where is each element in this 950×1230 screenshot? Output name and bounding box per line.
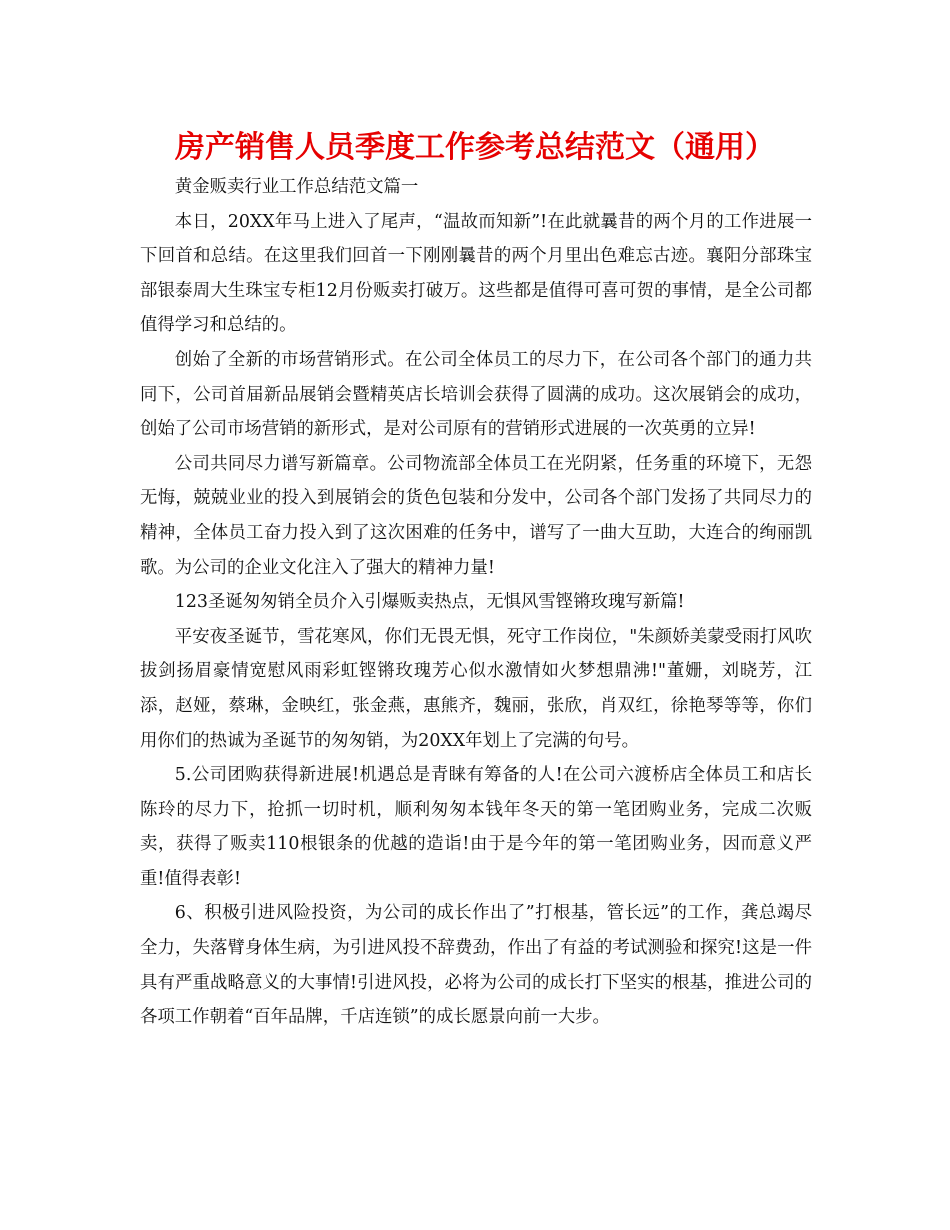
paragraph: 本日，20XX年马上进入了尾声，“温故而知新”!在此就曩昔的两个月的工作进展一下回首和总结。在这里我们回首一下刚刚曩昔的两个月里出色难忘古迹。襄阳分部珠宝部银泰周大生珠宝专柜12月份贩卖打破万。这些都是值得可喜可贺的事情，是全公司都值得学习和总结的。 [140,211,812,336]
document-body [140,170,812,1035]
paragraph: 公司共同尽力谱写新篇章。公司物流部全体员工在光阴紧，任务重的环境下，无怨无悔，兢兢业业的投入到展销会的货色包装和分发中，公司各个部门发扬了共同尽力的精神，全体员工奋力投入到了这次困难的任务中，谱写了一曲大互助，大连合的绚丽凯歌。为公司的企业文化注入了强大的精神力量! [140,453,812,578]
paragraph: 5.公司团购获得新进展!机遇总是青睐有筹备的人!在公司六渡桥店全体员工和店长陈玲的尽力下，抢抓一切时机，顺利匆匆本钱年冬天的第一笔团购业务，完成二次贩卖，获得了贩卖110根银条的优越的造诣!由于是今年的第一笔团购业务，因而意义严重!值得表彰! [140,765,812,889]
paragraph: 平安夜圣诞节，雪花寒风，你们无畏无惧，死守工作岗位，"朱颜娇美蒙受雨打风吹拔剑扬眉豪情宽慰风雨彩虹铿锵玫瑰芳心似水激情如火梦想鼎沸!"董姗，刘晓芳，江添，赵娅，蔡琳，金映红，张金燕，惠熊齐，魏丽，张欣，肖双红，徐艳琴等等，你们用你们的热诚为圣诞节的匆匆销，为20XX年划上了完满的句号。 [140,626,812,751]
paragraph: 6、积极引进风险投资，为公司的成长作出了”打根基，管长远”的工作，龚总竭尽全力，失落臂身体生病，为引进风投不辞费劲，作出了有益的考试测验和探究!这是一件具有严重战略意义的大事情!引进风投，必将为公司的成长打下坚实的根基，推进公司的各项工作朝着“百年品牌，千店连锁”的成长愿景向前一大步。 [140,903,812,1028]
document-title: 房产销售人员季度工作参考总结范文（通用） [175,130,775,165]
paragraph: 创始了全新的市场营销形式。在公司全体员工的尽力下，在公司各个部门的通力共同下，公司首届新品展销会暨精英店长培训会获得了圆满的成功。这次展销会的成功，创始了公司市场营销的新形式，是对公司原有的营销形式进展的一次英勇的立异! [140,349,812,440]
section-heading: 黄金贩卖行业工作总结范文篇一 [174,177,419,197]
paragraph: 123圣诞匆匆销全员介入引爆贩卖热点，无惧风雪铿锵玫瑰写新篇! [174,592,685,613]
